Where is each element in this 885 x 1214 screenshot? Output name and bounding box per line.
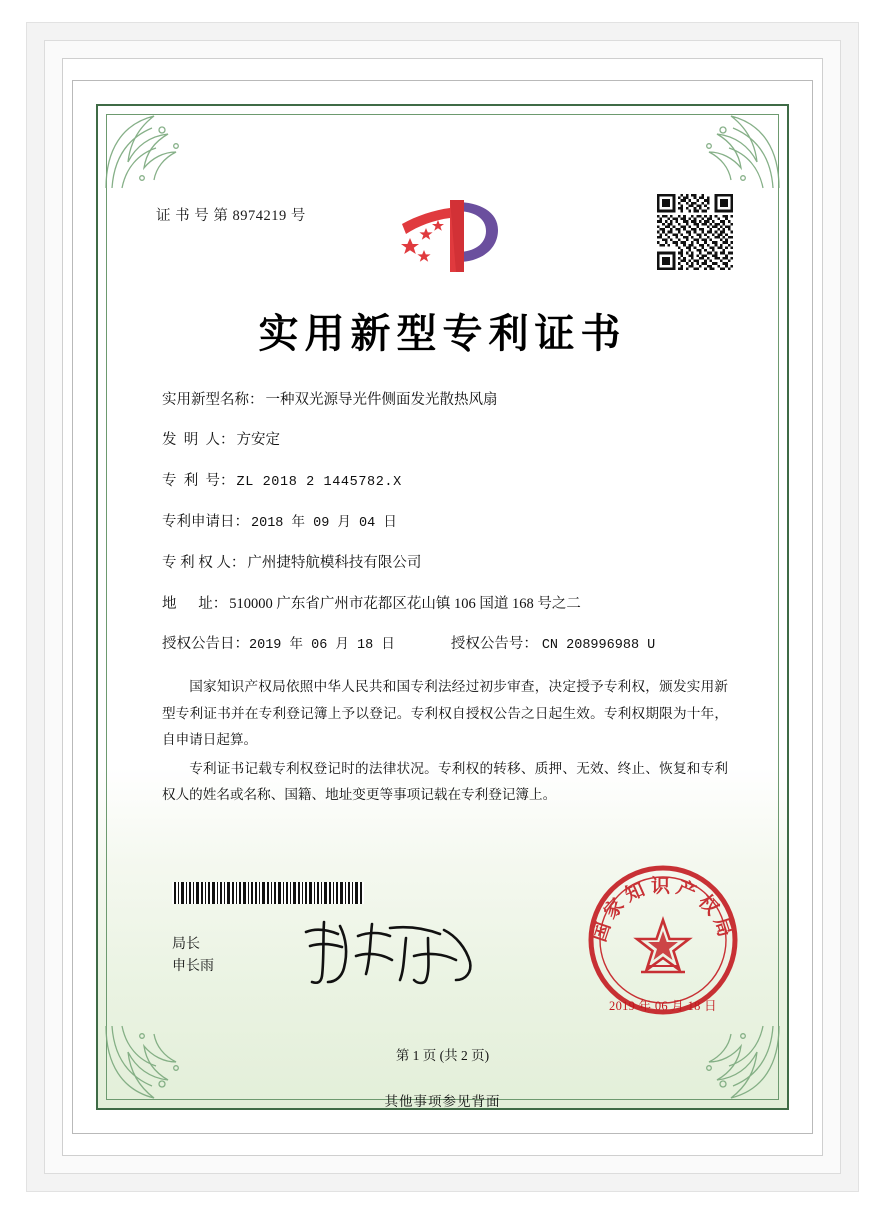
- field-label: 发 明 人：: [162, 432, 235, 449]
- field-label-grant-date: 授权公告日：: [162, 635, 249, 652]
- field-row-inventor: [162, 432, 728, 449]
- field-row-patent-number: [162, 473, 728, 491]
- field-value: ZL 2018 2 1445782.X: [236, 474, 402, 490]
- field-value-grant-number: CN 208996988 U: [541, 637, 656, 653]
- certificate-number: 证 书 号 第 8974219 号: [156, 208, 306, 224]
- field-value: 2018 年 09 月 04 日: [251, 515, 397, 531]
- field-label: 地 址：: [162, 595, 228, 612]
- legal-text: [162, 674, 728, 811]
- signature-block: [172, 934, 214, 977]
- page-title: 实用新型专利证书: [258, 310, 627, 357]
- field-row-patentee: [162, 555, 728, 572]
- handwritten-signature-icon: [294, 912, 484, 992]
- qr-code-icon: [657, 194, 733, 270]
- page-indicator: 第 1 页 (共 2 页): [395, 1048, 490, 1063]
- seal-date: 2019 年 06 月 18 日: [609, 999, 717, 1013]
- field-value: 一种双光源导光件侧面发光散热风扇: [265, 392, 498, 408]
- field-label: 专利申请日：: [162, 513, 249, 530]
- field-value: 广州捷特航模科技有限公司: [247, 555, 422, 572]
- barcode-icon: [172, 882, 364, 904]
- field-row-grant: [162, 636, 728, 654]
- back-side-note: 其他事项参见背面: [384, 1094, 501, 1109]
- certificate-fields: [162, 392, 728, 677]
- signature-role: 局长: [172, 937, 200, 952]
- legal-paragraph-2: 专利证书记载专利权登记时的法律状况。专利权的转移、质押、无效、终止、恢复和专利权人的姓名或名称、国籍、地址变更等事项记载在专利登记簿上。: [162, 760, 728, 802]
- field-value-grant-date: 2019 年 06 月 18 日: [249, 637, 395, 653]
- cnipa-emblem-icon: [394, 194, 512, 278]
- patent-certificate: [96, 104, 789, 1110]
- signature-name: 申长雨: [172, 958, 214, 974]
- svg-text:国家知识产权局: 国家知识产权局: [588, 875, 738, 945]
- field-label: 实用新型名称：: [162, 392, 264, 408]
- field-label: 专 利 号：: [162, 472, 235, 489]
- official-seal-icon: [585, 862, 741, 1018]
- field-value: 方安定: [236, 432, 280, 449]
- field-label: 专 利 权 人：: [162, 555, 246, 572]
- field-row-name: [162, 392, 728, 409]
- field-row-address: [162, 596, 728, 613]
- legal-paragraph-1: 国家知识产权局依照中华人民共和国专利法经过初步审查，决定授予专利权，颁发实用新型专利证书并在专利登记簿上予以登记。专利权自授权公告之日起生效。专利权期限为十年，自申请日起算。: [162, 679, 728, 747]
- field-row-application-date: [162, 514, 728, 532]
- field-value: 510000 广东省广州市花都区花山镇 106 国道 168 号之二: [229, 595, 581, 612]
- field-label-grant-number: 授权公告号：: [450, 635, 538, 652]
